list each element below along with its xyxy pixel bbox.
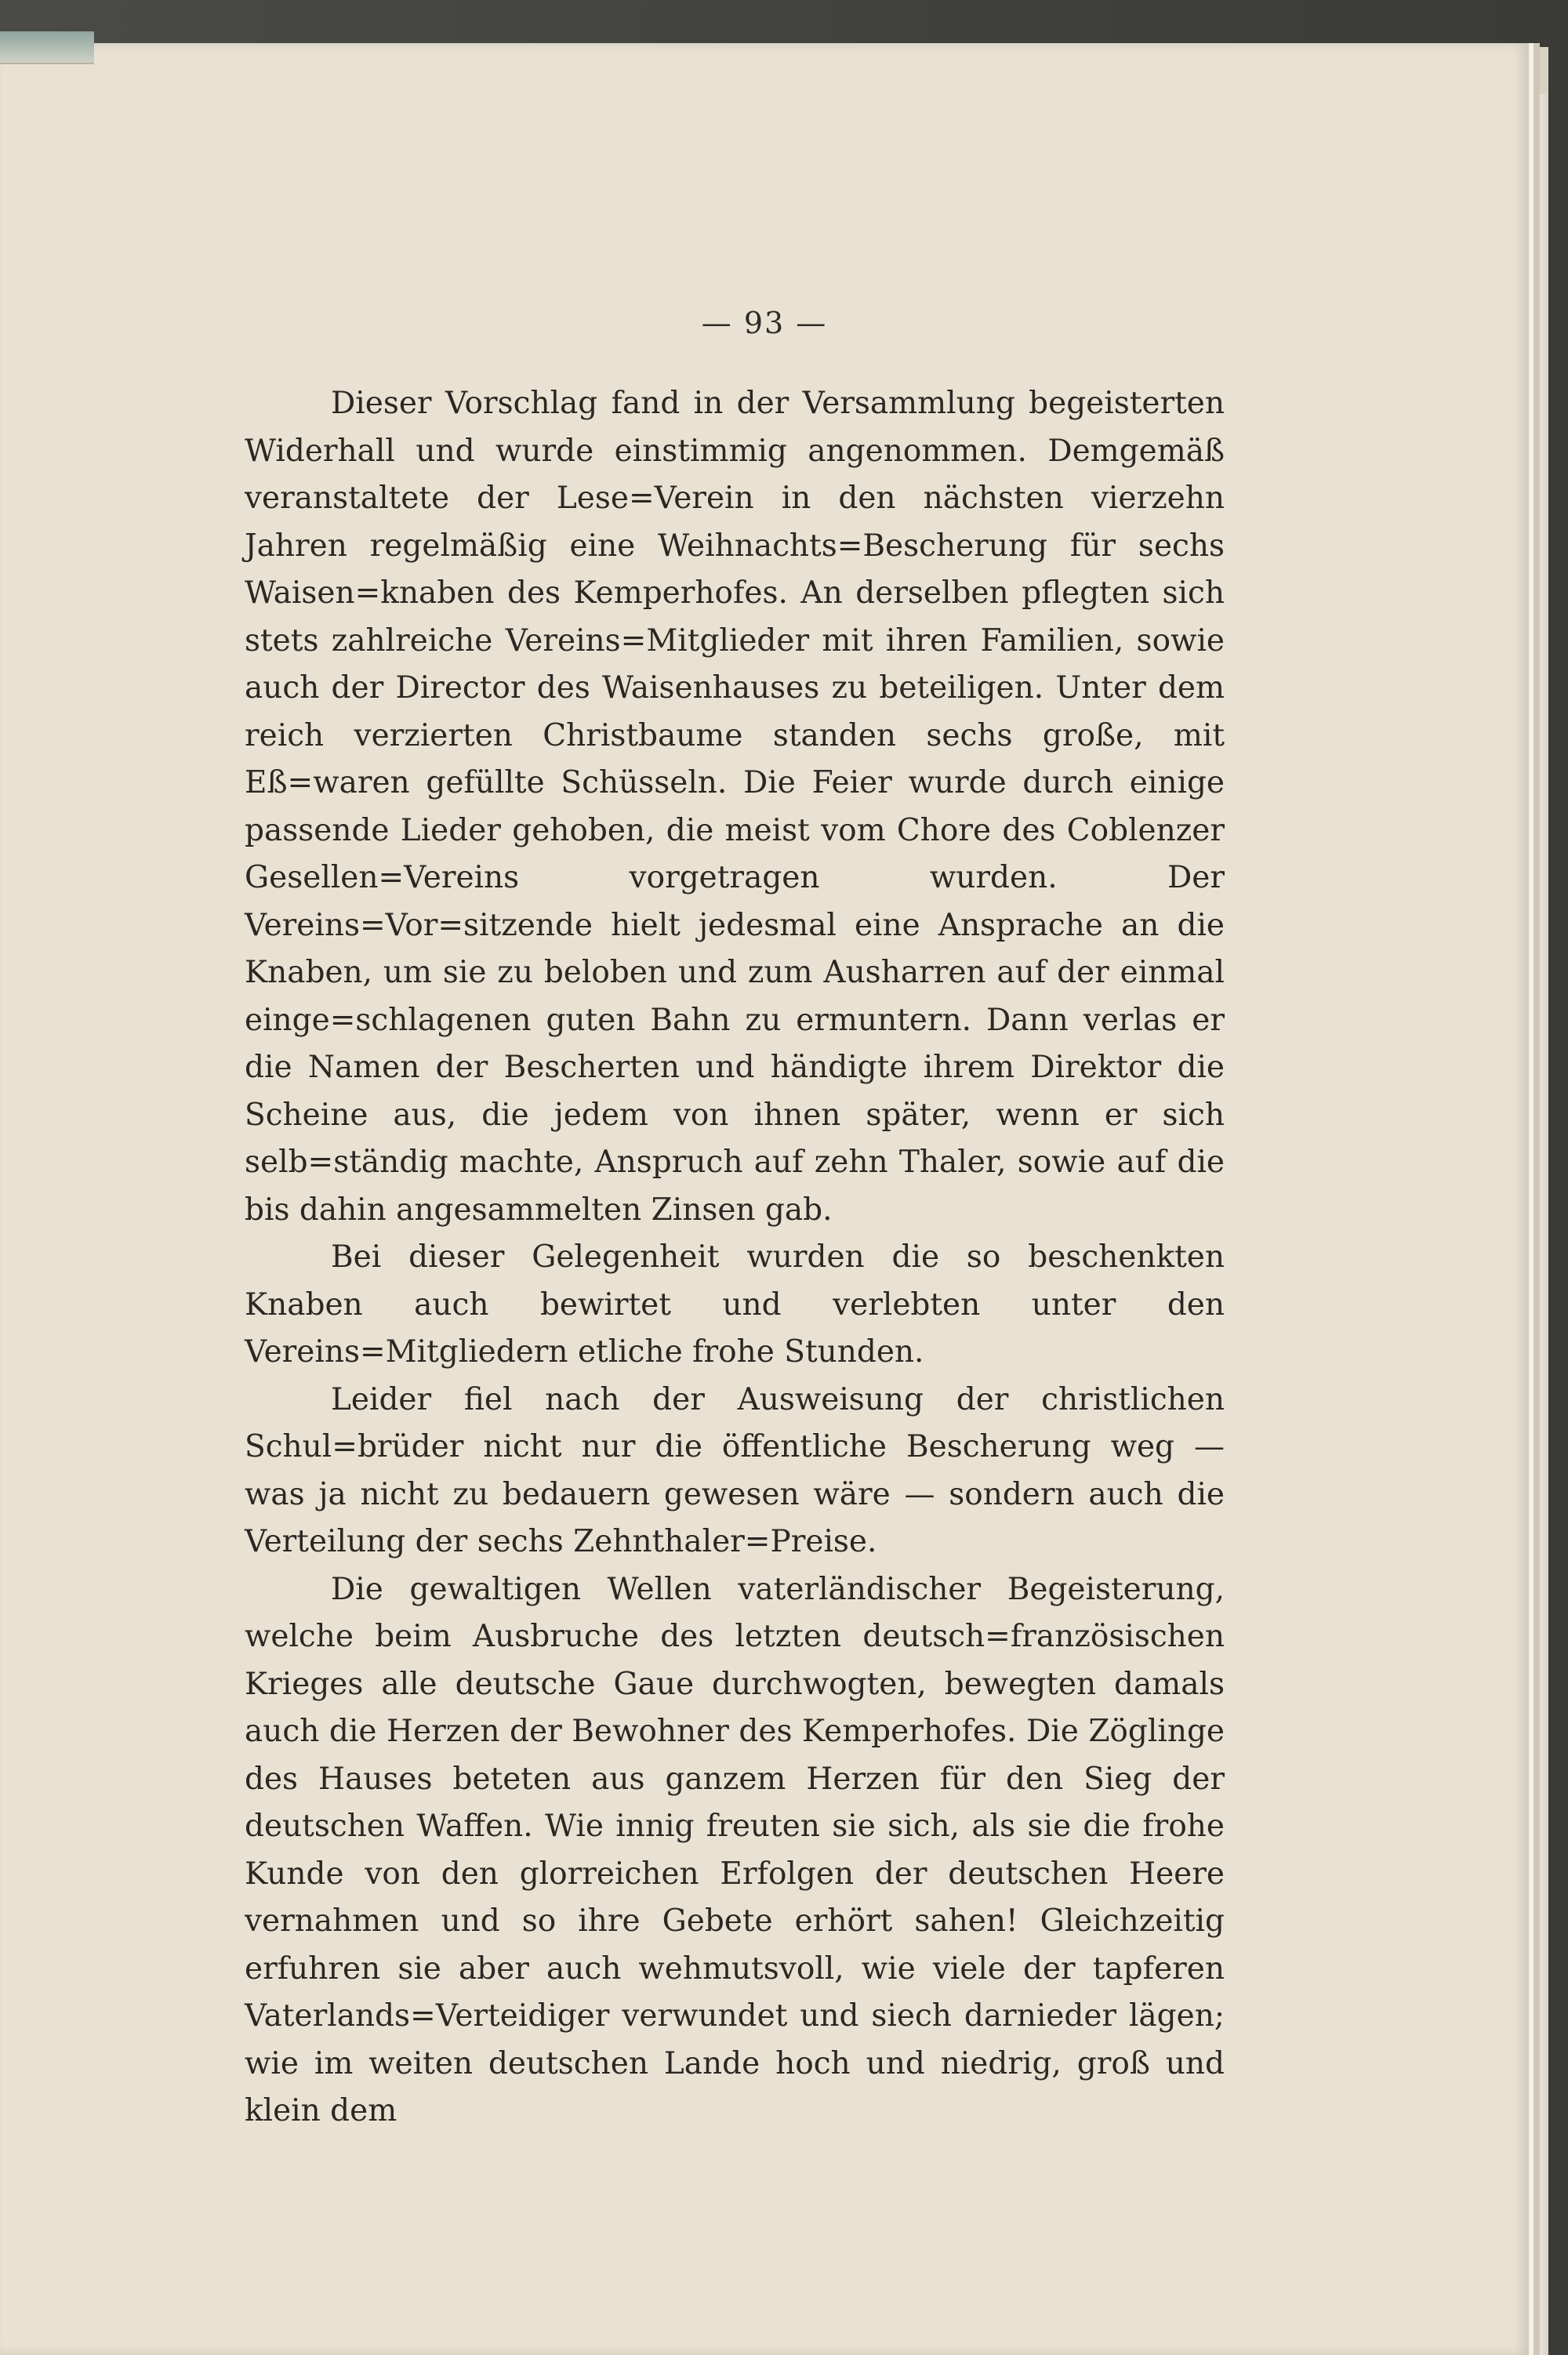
paragraph-4: Die gewaltigen Wellen vaterländischer Begeisterung, welche beim Ausbruche des letzten deutsch=französischen Krieges alle deutsche Gaue durchwogten, bewegten damals auch die Herzen der Bewohner des Kemperhofes. Die Zöglinge des Hauses beteten aus ganzem Herzen für den Sieg der deutschen Waffen. Wie innig freuten sie sich, als sie die frohe Kunde von den glorreichen Erfolgen der deutschen Heere vernahmen und so ihre Gebete erhört sahen! Gleichzeitig erfuhren sie aber auch wehmutsvoll, wie viele der tapferen Vaterlands=Verteidiger verwundet und siech darnieder lägen; wie im weiten deutschen Lande hoch und niedrig, groß und klein dem [245,1571,1225,2128]
body-text [245,380,1225,2135]
page-edge [1533,94,1548,2355]
book-page [0,43,1529,2355]
paragraph-1: Dieser Vorschlag fand in der Versammlung begeisterten Widerhall und wurde einstimmig angenommen. Demgemäß veranstaltete der Lese=Verein in den nächsten vierzehn Jahren regelmäßig eine Weihnachts=Bescherung für sechs Waisen=knaben des Kemperhofes. An derselben pflegten sich stets zahlreiche Vereins=Mitglieder mit ihren Familien, sowie auch der Director des Waisenhauses zu beteiligen. Unter dem reich verzierten Christbaume standen sechs große, mit Eß=waren gefüllte Schüsseln. Die Feier wurde durch einige passende Lieder gehoben, die meist vom Chore des Coblenzer Gesellen=Vereins vorgetragen wurden. Der Vereins=Vor=sitzende hielt jedesmal eine Ansprache an die Knaben, um sie zu beloben und zum Ausharren auf der einmal einge=schlagenen guten Bahn zu ermuntern. Dann verlas er die Namen der Bescherten und händigte ihrem Direktor die Scheine aus, die jedem von ihnen später, wenn er sich selb=ständig machte, Anspruch auf zehn Thaler, sowie auf die bis dahin angesammelten Zinsen gab. [245,386,1225,1228]
page-number: — 93 — [701,306,828,340]
book-binding-edge [0,31,94,64]
paragraph-3: Leider fiel nach der Ausweisung der christlichen Schul=brüder nicht nur die öffentliche Bescherung weg — was ja nicht zu bedauern gewesen wäre — sondern auch die Verteilung der sechs Zehnthaler=Preise. [245,1381,1225,1559]
paragraph-2: Bei dieser Gelegenheit wurden die so beschenkten Knaben auch bewirtet und verlebten unter den Vereins=Mitgliedern etliche frohe Stunden. [245,1239,1225,1370]
